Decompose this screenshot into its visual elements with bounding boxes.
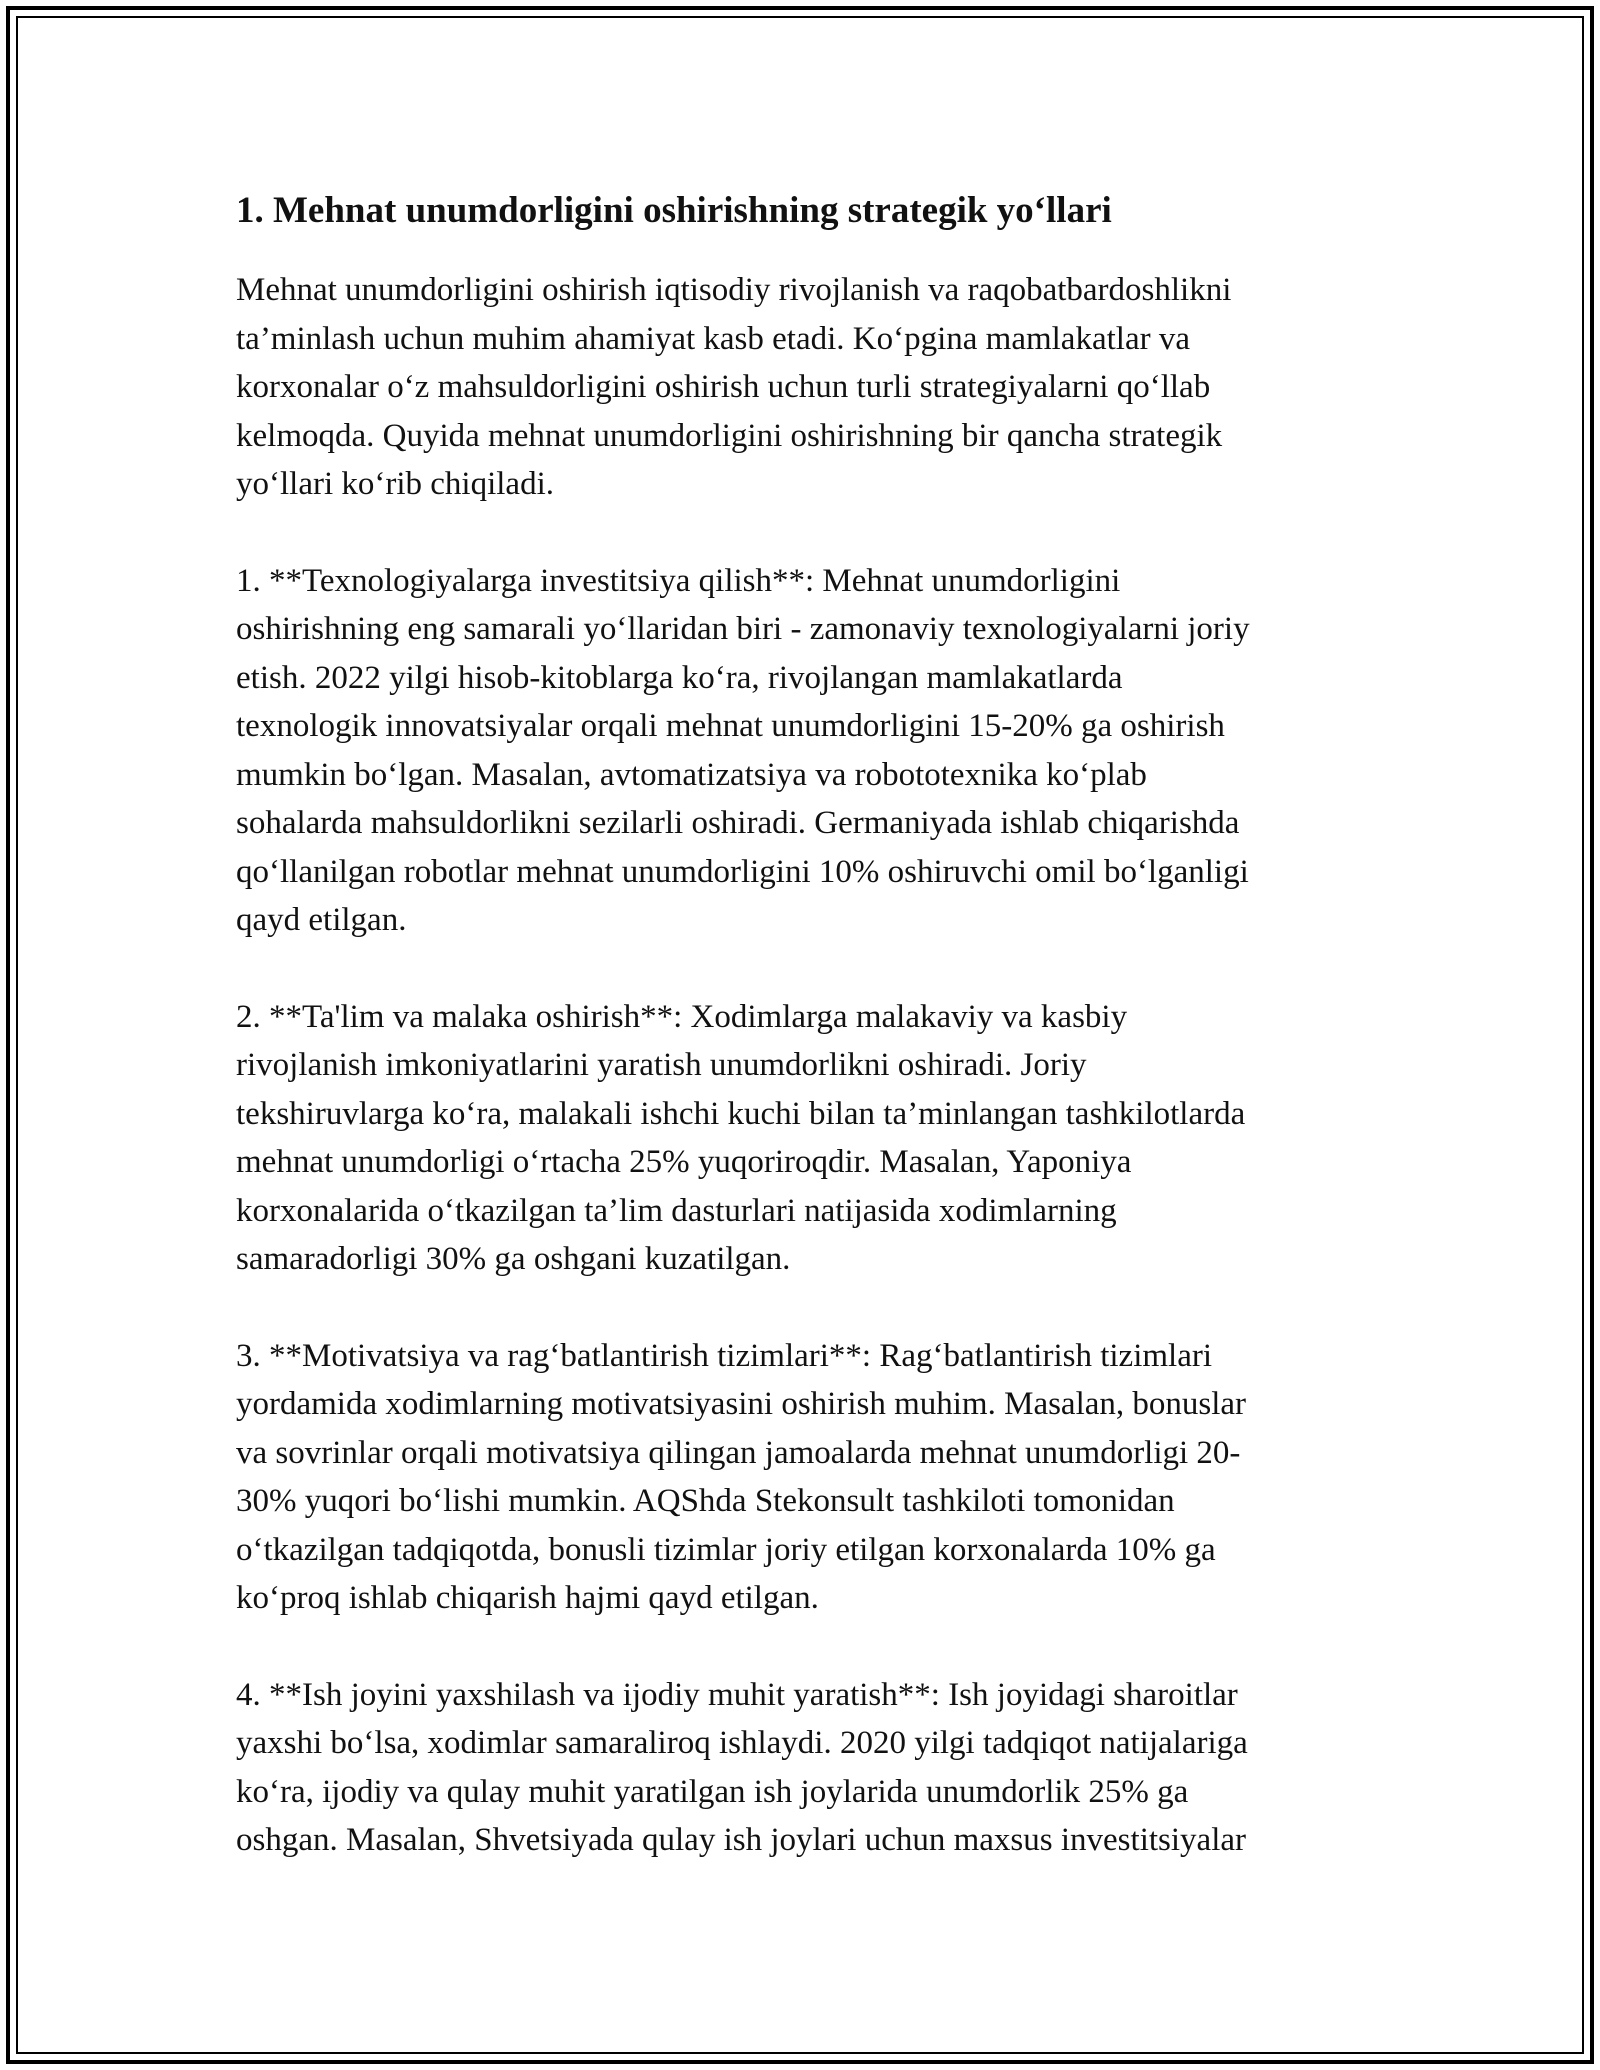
intro-paragraph: Mehnat unumdorligini oshirish iqtisodiy rivojlanish va raqobatbardoshlikni ta’minlash uchun muhim ahamiyat kasb etadi. Ko‘pgina mamlakatlar va korxonalar o‘z mahsuldorligini oshirish uchun turli strategiyalarni qo‘llab kelmoqda. Quyida mehnat unumdorligini oshirishning bir qancha strategik yo‘llari ko‘rib chiqiladi. xyxy=(236,272,1232,502)
paragraph-workplace-environment: 4. **Ish joyini yaxshilash va ijodiy muhit yaratish**: Ish joyidagi sharoitlar yaxshi bo‘lsa, xodimlar samaraliroq ishlaydi. 2020 yilgi tadqiqot natijalariga ko‘ra, ijodiy va qulay muhit yaratilgan ish joylarida unumdorlik 25% ga oshgan. Masalan, Shvetsiyada qulay ish joylari uchun maxsus investitsiyalar xyxy=(236,1676,1248,1858)
document-body xyxy=(236,185,1366,1865)
document-title: 1. Mehnat unumdorligini oshirishning strategik yo‘llari xyxy=(236,190,1112,231)
paragraph-motivation-incentives: 3. **Motivatsiya va rag‘batlantirish tizimlari**: Rag‘batlantirish tizimlari yordamida xodimlarning motivatsiyasini oshirish muhim. Masalan, bonuslar va sovrinlar orqali motivatsiya qilingan jamoalarda mehnat unumdorligi 20- 30% yuqori bo‘lishi mumkin. AQShda Stekonsult tashkiloti tomonidan o‘tkazilgan tadqiqotda, bonusli tizimlar joriy etilgan korxonalarda 10% ga ko‘proq ishlab chiqarish hajmi qayd etilgan. xyxy=(236,1337,1247,1616)
paragraph-education-training: 2. **Ta'lim va malaka oshirish**: Xodimlarga malakaviy va kasbiy rivojlanish imkoniyatlarini yaratish unumdorlikni oshiradi. Joriy tekshiruvlarga ko‘ra, malakali ishchi kuchi bilan ta’minlangan tashkilotlarda mehnat unumdorligi o‘rtacha 25% yuqoriroqdir. Masalan, Yaponiya korxonalarida o‘tkazilgan ta’lim dasturlari natijasida xodimlarning samaradorligi 30% ga oshgani kuzatilgan. xyxy=(236,998,1246,1277)
paragraph-technology-investment: 1. **Texnologiyalarga investitsiya qilish**: Mehnat unumdorligini oshirishning eng samarali yo‘llaridan biri - zamonaviy texnologiyalarni joriy etish. 2022 yilgi hisob-kitoblarga ko‘ra, rivojlangan mamlakatlarda texnologik innovatsiyalar orqali mehnat unumdorligini 15-20% ga oshirish mumkin bo‘lgan. Masalan, avtomatizatsiya va robototexnika ko‘plab sohalarda mahsuldorlikni sezilarli oshiradi. Germaniyada ishlab chiqarishda qo‘llanilgan robotlar mehnat unumdorligini 10% oshiruvchi omil bo‘lganligi qayd etilgan. xyxy=(236,562,1250,938)
